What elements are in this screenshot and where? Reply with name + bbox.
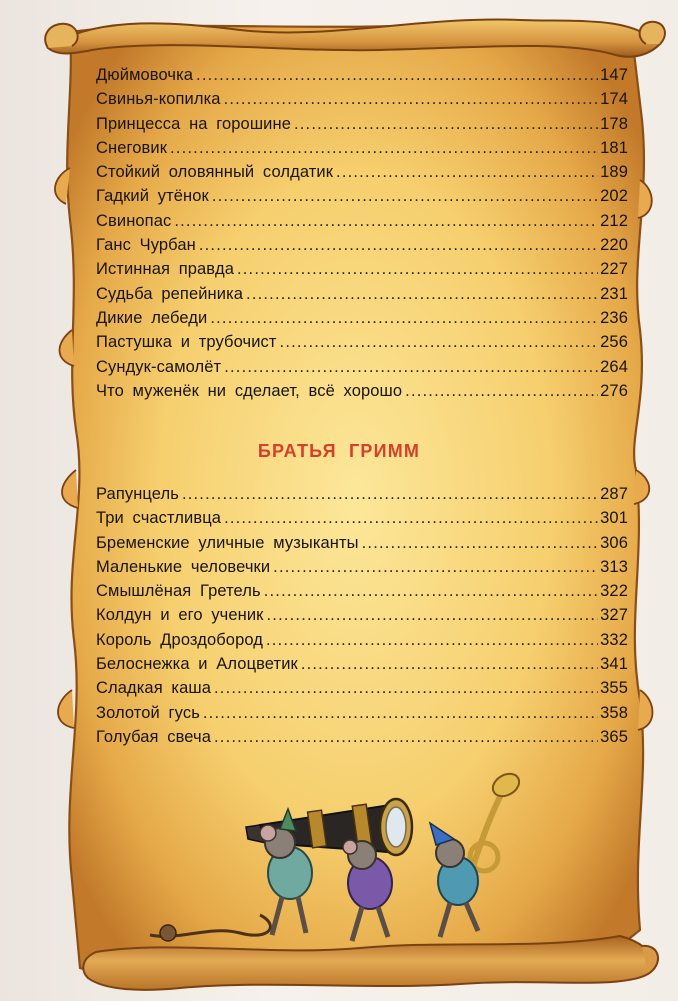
toc-entry[interactable] xyxy=(96,333,628,357)
toc-entry[interactable] xyxy=(96,558,628,582)
toc-entry-page: 365 xyxy=(600,727,628,746)
toc-entry[interactable] xyxy=(96,139,628,163)
toc-entry[interactable] xyxy=(96,631,628,655)
toc-entry[interactable] xyxy=(96,187,628,211)
dot-leader xyxy=(336,163,598,182)
dot-leader xyxy=(199,236,598,255)
dot-leader xyxy=(224,358,598,377)
toc-entry[interactable] xyxy=(96,655,628,679)
toc-entry[interactable] xyxy=(96,309,628,333)
dot-leader xyxy=(214,728,598,747)
toc-entry-title: Колдун и его ученик xyxy=(96,606,264,625)
toc-entry-title: Три счастливца xyxy=(96,509,222,528)
toc-entry[interactable] xyxy=(96,485,628,509)
toc-entry-title: Свинопас xyxy=(96,211,172,230)
toc-entry[interactable] xyxy=(96,236,628,260)
toc-entry-title: Дюймовочка xyxy=(96,66,194,84)
mouse-purple-coat-icon xyxy=(343,840,392,941)
toc-entry-title: Ганс Чурбан xyxy=(96,236,196,255)
toc-entry-page: 306 xyxy=(600,533,628,552)
dot-leader xyxy=(294,115,598,134)
toc-entry-page: 147 xyxy=(600,66,628,84)
dot-leader xyxy=(405,382,598,401)
toc-entry-page: 178 xyxy=(600,114,628,133)
toc-entry-title: Что муженёк ни сделает, всё хорошо xyxy=(96,381,403,400)
toc-entry-title: Маленькие человечки xyxy=(96,557,271,576)
toc-entry[interactable] xyxy=(96,534,628,558)
toc-entry-page: 212 xyxy=(600,211,628,230)
toc-entry-title: Принцесса на горошине xyxy=(96,114,291,133)
dot-leader xyxy=(196,66,598,85)
toc-entry-page: 327 xyxy=(600,606,628,625)
toc-entry-page: 287 xyxy=(600,485,628,503)
toc-entry[interactable] xyxy=(96,382,628,406)
small-mouse-icon xyxy=(160,925,176,941)
toc-entry[interactable] xyxy=(96,358,628,382)
toc-entry[interactable] xyxy=(96,163,628,187)
toc-entry-title: Белоснежка и Алоцветик xyxy=(96,655,298,674)
toc-entry-page: 181 xyxy=(600,138,628,157)
toc-entry[interactable] xyxy=(96,679,628,703)
dot-leader xyxy=(301,655,598,674)
toc-entry-page: 322 xyxy=(600,582,628,601)
dot-leader xyxy=(203,704,598,723)
mouse-blue-coat-icon xyxy=(430,823,478,937)
toc-entry-page: 301 xyxy=(600,509,628,528)
dot-leader xyxy=(224,90,599,109)
dot-leader xyxy=(280,333,599,352)
toc-entry-title: Пастушка и трубочист xyxy=(96,333,277,352)
toc-entry-page: 189 xyxy=(600,163,628,182)
toc-entry[interactable] xyxy=(96,90,628,114)
grimm-toc-list xyxy=(96,485,628,752)
toc-entry[interactable] xyxy=(96,509,628,533)
toc-entry[interactable] xyxy=(96,606,628,630)
dot-leader xyxy=(267,606,599,625)
toc-entry-title: Рапунцель xyxy=(96,485,179,503)
toc-entry-page: 264 xyxy=(600,357,628,376)
toc-entry[interactable] xyxy=(96,582,628,606)
toc-entry[interactable] xyxy=(96,66,628,90)
dot-leader xyxy=(212,187,598,206)
toc-entry-title: Истинная правда xyxy=(96,260,234,279)
toc-entry-page: 220 xyxy=(600,236,628,255)
toc-entry-title: Бременские уличные музыканты xyxy=(96,533,359,552)
toc-entry-page: 358 xyxy=(600,703,628,722)
toc-entry[interactable] xyxy=(96,728,628,752)
dot-leader xyxy=(264,582,598,601)
toc-entry-title: Король Дроздобород xyxy=(96,630,263,649)
dot-leader xyxy=(273,558,598,577)
toc-entry[interactable] xyxy=(96,212,628,236)
toc-entry-title: Снеговик xyxy=(96,138,168,157)
toc-entry-page: 236 xyxy=(600,308,628,327)
dot-leader xyxy=(237,260,598,279)
toc-entry-title: Голубая свеча xyxy=(96,727,212,746)
mice-with-telescope-and-horn-illustration xyxy=(140,765,520,950)
toc-entry-page: 202 xyxy=(600,187,628,206)
toc-entry-page: 174 xyxy=(600,90,628,109)
dot-leader xyxy=(214,679,598,698)
dot-leader xyxy=(266,631,598,650)
dot-leader xyxy=(362,534,599,553)
andersen-toc-list xyxy=(96,66,628,406)
section-heading-grimm: БРАТЬЯ ГРИММ xyxy=(257,441,421,461)
toc-entry-title: Сундук-самолёт xyxy=(96,357,222,376)
dot-leader xyxy=(246,285,598,304)
toc-entry-title: Стойкий оловянный солдатик xyxy=(96,163,334,182)
toc-entry-title: Золотой гусь xyxy=(96,703,200,722)
toc-entry-page: 355 xyxy=(600,679,628,698)
toc-entry-page: 313 xyxy=(600,557,628,576)
toc-entry-title: Гадкий утёнок xyxy=(96,187,209,206)
toc-entry-page: 276 xyxy=(600,381,628,400)
toc-entry-title: Смышлёная Гретель xyxy=(96,582,261,601)
toc-entry-title: Свинья-копилка xyxy=(96,90,221,109)
dot-leader xyxy=(210,309,598,328)
horn-icon xyxy=(470,769,520,875)
toc-entry-title: Сладкая каша xyxy=(96,679,211,698)
toc-entry[interactable] xyxy=(96,285,628,309)
toc-entry-page: 256 xyxy=(600,333,628,352)
toc-entry-title: Дикие лебеди xyxy=(96,308,208,327)
toc-entry-page: 231 xyxy=(600,284,628,303)
toc-entry-page: 332 xyxy=(600,630,628,649)
toc-entry[interactable] xyxy=(96,260,628,284)
toc-entry[interactable] xyxy=(96,115,628,139)
toc-entry[interactable] xyxy=(96,704,628,728)
toc-entry-page: 227 xyxy=(600,260,628,279)
toc-entry-page: 341 xyxy=(600,655,628,674)
dot-leader xyxy=(182,485,598,504)
toc-entry-title: Судьба репейника xyxy=(96,284,244,303)
dot-leader xyxy=(170,139,598,158)
dot-leader xyxy=(174,212,598,231)
dot-leader xyxy=(224,509,598,528)
